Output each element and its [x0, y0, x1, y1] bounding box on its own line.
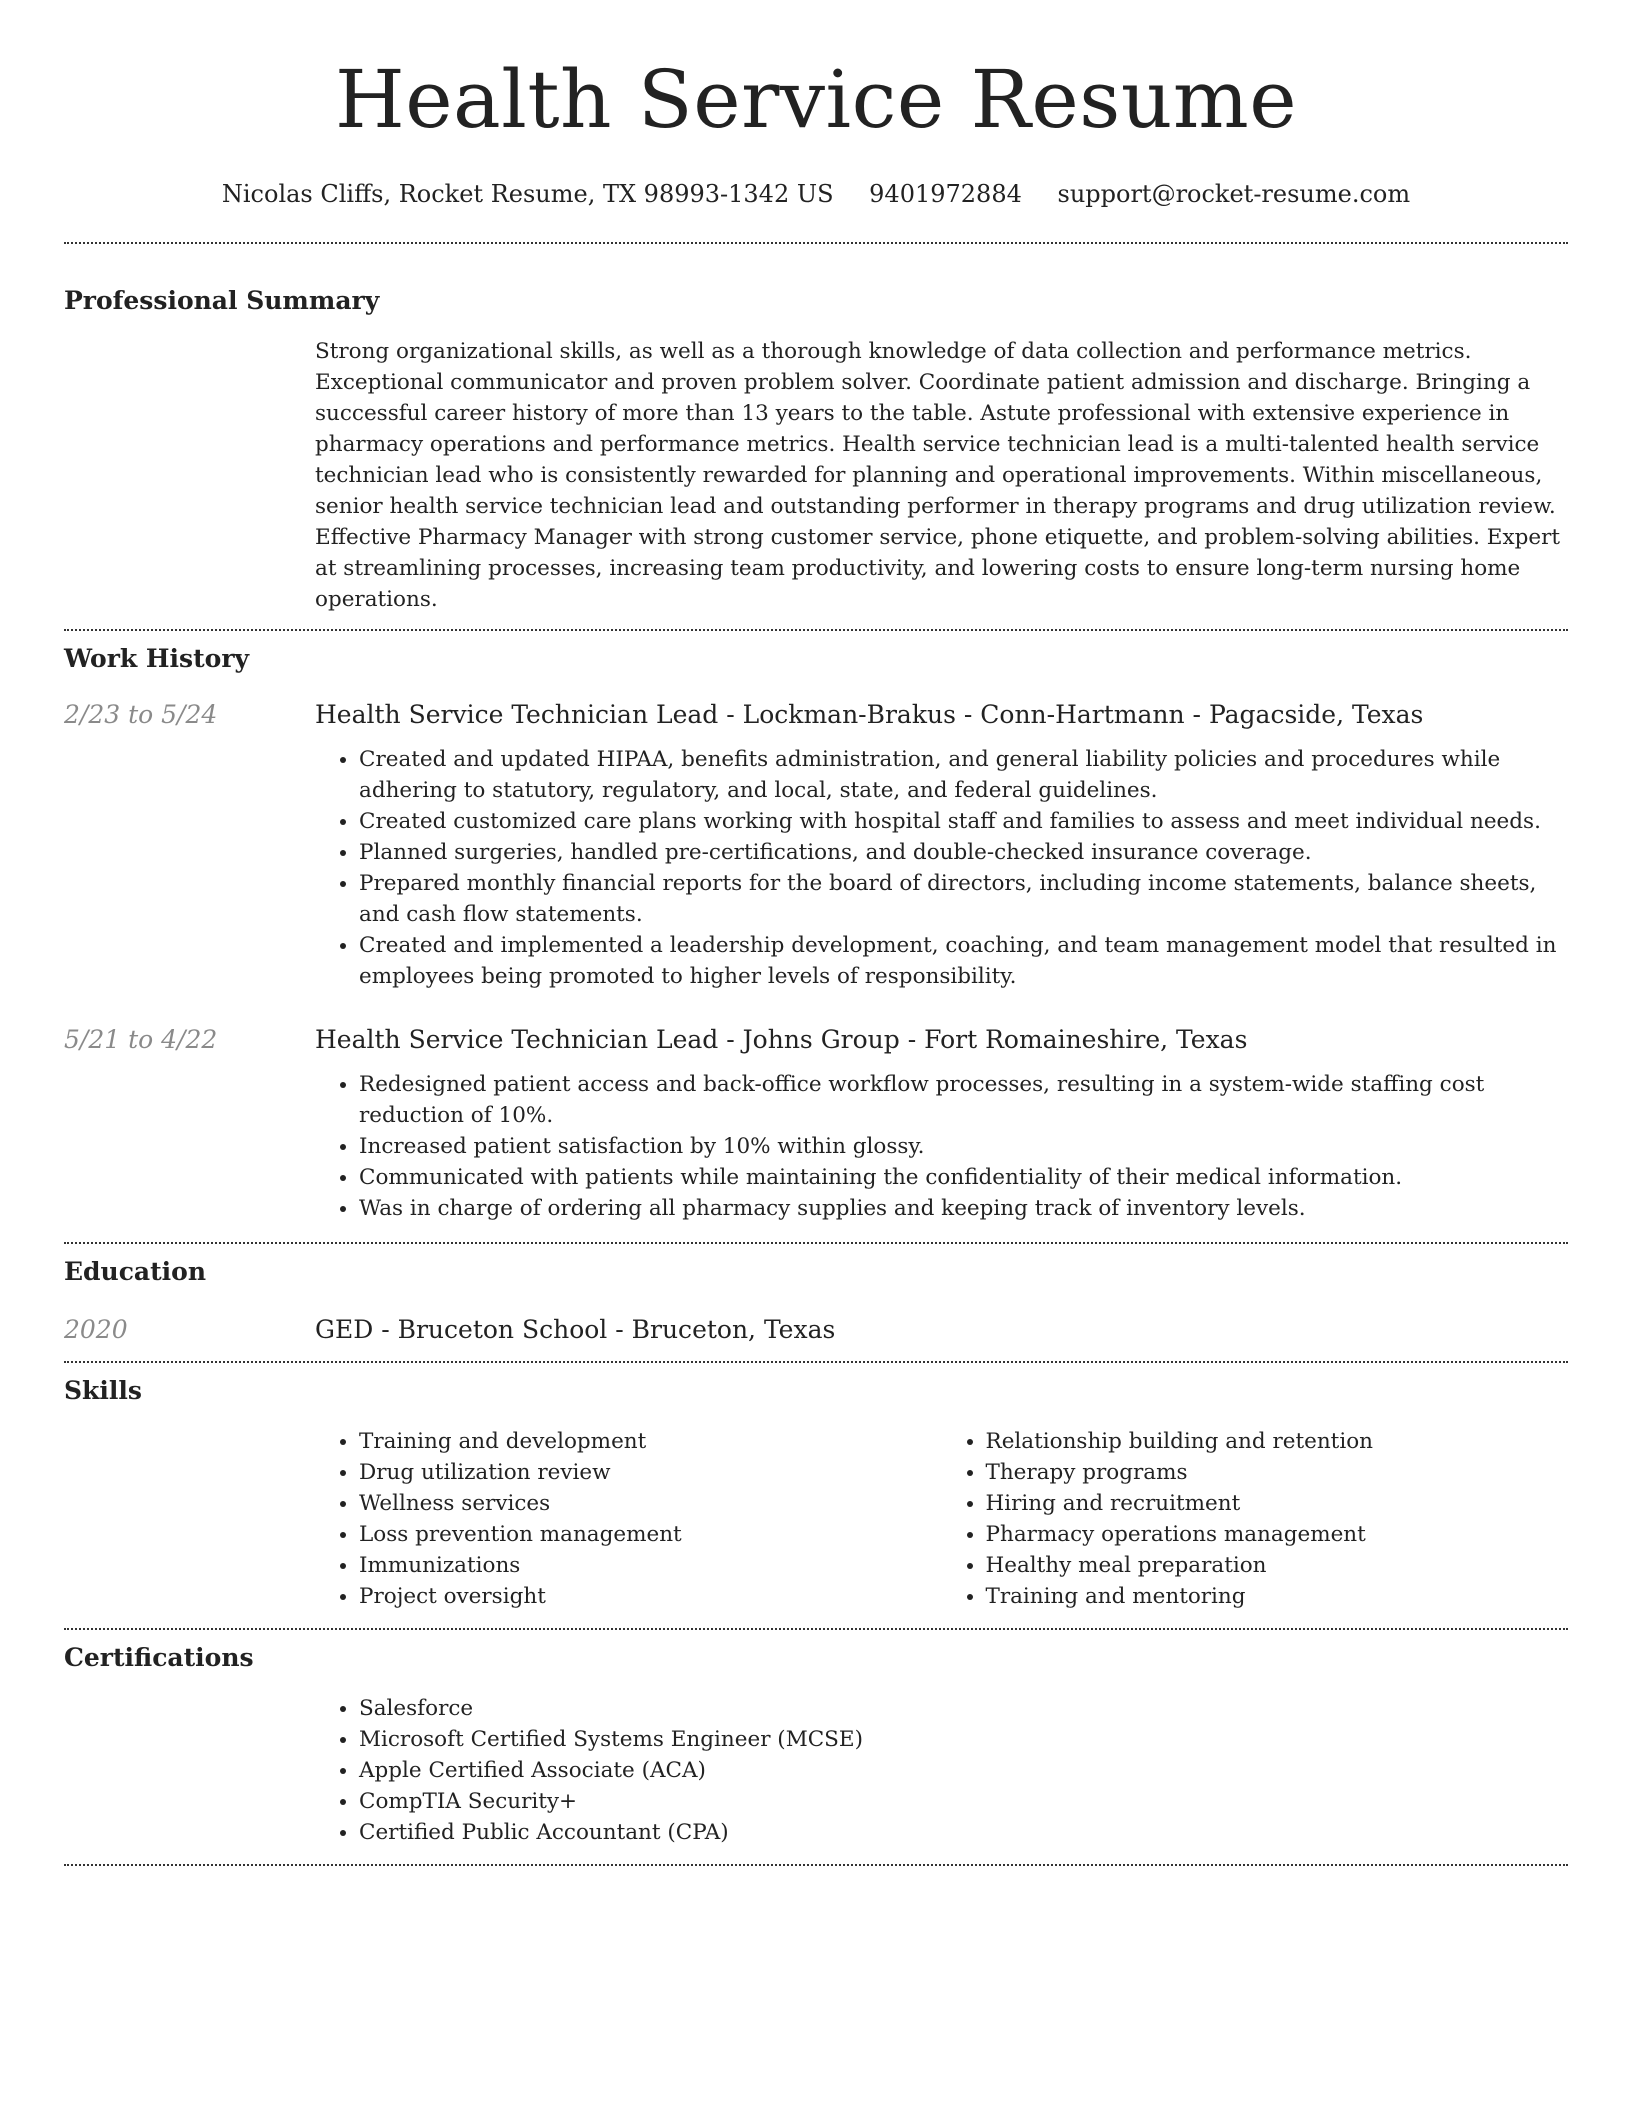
list-item: • Relationship building and retention: [986, 1426, 1569, 1457]
contact-email: support@rocket-resume.com: [1057, 180, 1411, 208]
list-item: • Redesigned patient access and back-office workflow processes, resulting in a system-wide staffing cost reduction of 10%.: [359, 1069, 1568, 1131]
job-title: Health Service Technician Lead - Lockman-Brakus - Conn-Hartmann - Pagacside, Texas: [315, 700, 1424, 729]
resume-title: Health Service Resume: [334, 53, 1298, 146]
skills-list: [315, 1426, 942, 1612]
skills-columns: [315, 1426, 1568, 1612]
list-item: • Planned surgeries, handled pre-certifications, and double-checked insurance coverage.: [359, 837, 1568, 868]
work-section: [64, 631, 1568, 1242]
job-bullets: [315, 744, 1568, 992]
summary-section: [64, 244, 1568, 615]
section-heading: Work History: [64, 644, 250, 673]
certifications-section: [64, 1630, 1568, 1864]
list-item: • Healthy meal preparation: [986, 1550, 1569, 1581]
certifications-list: [315, 1693, 1568, 1848]
list-item: • Increased patient satisfaction by 10% within glossy.: [359, 1131, 1568, 1162]
section-heading: Skills: [64, 1376, 142, 1405]
education-entry: [64, 1313, 1568, 1347]
job-entry: [64, 1023, 1568, 1224]
list-item: • Prepared monthly financial reports for the board of directors, including income statements, balance sheets, and cash flow statements.: [359, 868, 1568, 930]
contact-phone: 9401972884: [869, 180, 1022, 208]
list-item: • Training and mentoring: [986, 1581, 1569, 1612]
list-item: • Pharmacy operations management: [986, 1519, 1569, 1550]
contact-address: Nicolas Cliffs, Rocket Resume, TX 98993-1342 US: [221, 180, 834, 208]
list-item: • Created and updated HIPAA, benefits administration, and general liability policies and procedures while adhering to statutory, regulatory, and local, state, and federal guidelines.: [359, 744, 1568, 806]
skills-section: [64, 1363, 1568, 1628]
list-item: • Project oversight: [359, 1581, 942, 1612]
skills-list: [942, 1426, 1569, 1612]
list-item: • CompTIA Security+: [359, 1786, 1568, 1817]
list-item: • Created customized care plans working with hospital staff and families to assess and meet individual needs.: [359, 806, 1568, 837]
job-title: Health Service Technician Lead - Johns Group - Fort Romaineshire, Texas: [315, 1025, 1248, 1054]
list-item: • Hiring and recruitment: [986, 1488, 1569, 1519]
divider: [64, 1864, 1568, 1866]
education-degree: GED - Bruceton School - Bruceton, Texas: [315, 1315, 836, 1344]
list-item: • Therapy programs: [986, 1457, 1569, 1488]
summary-text: Strong organizational skills, as well as a thorough knowledge of data collection and performance metrics. Exceptional communicator and proven problem solver. Coordinate patient admission and discharge. Bringing a successful career history of more than 13 years to the table. Astute professional with extensive experience in pharmacy operations and performance metrics. Health service technician lead is a multi-talented health service technician lead who is consistently rewarded for planning and operational improvements. Within miscellaneous, senior health service technician lead and outstanding performer in therapy programs and drug utilization review. Effective Pharmacy Manager with strong customer service, phone etiquette, and problem-solving abilities. Expert at streamlining processes, increasing team productivity, and lowering costs to ensure long-term nursing home operations.: [315, 339, 1561, 612]
list-item: • Apple Certified Associate (ACA): [359, 1755, 1568, 1786]
list-item: • Loss prevention management: [359, 1519, 942, 1550]
list-item: • Created and implemented a leadership development, coaching, and team management model that resulted in employees being promoted to higher levels of responsibility.: [359, 930, 1568, 992]
list-item: • Immunizations: [359, 1550, 942, 1581]
job-dates: 5/21 to 4/22: [64, 1025, 218, 1054]
list-item: • Communicated with patients while maintaining the confidentiality of their medical information.: [359, 1162, 1568, 1193]
list-item: • Drug utilization review: [359, 1457, 942, 1488]
section-heading: Professional Summary: [64, 286, 380, 315]
list-item: • Microsoft Certified Systems Engineer (MCSE): [359, 1724, 1568, 1755]
job-entry: [64, 698, 1568, 992]
education-section: [64, 1244, 1568, 1361]
contact-line: [64, 178, 1568, 210]
list-item: • Training and development: [359, 1426, 942, 1457]
job-bullets: [315, 1069, 1568, 1224]
section-heading: Certifications: [64, 1643, 254, 1672]
list-item: • Certified Public Accountant (CPA): [359, 1817, 1568, 1848]
section-heading: Education: [64, 1257, 207, 1286]
list-item: • Was in charge of ordering all pharmacy supplies and keeping track of inventory levels.: [359, 1193, 1568, 1224]
education-year: 2020: [64, 1315, 128, 1344]
list-item: • Salesforce: [359, 1693, 1568, 1724]
list-item: • Wellness services: [359, 1488, 942, 1519]
job-dates: 2/23 to 5/24: [64, 700, 218, 729]
